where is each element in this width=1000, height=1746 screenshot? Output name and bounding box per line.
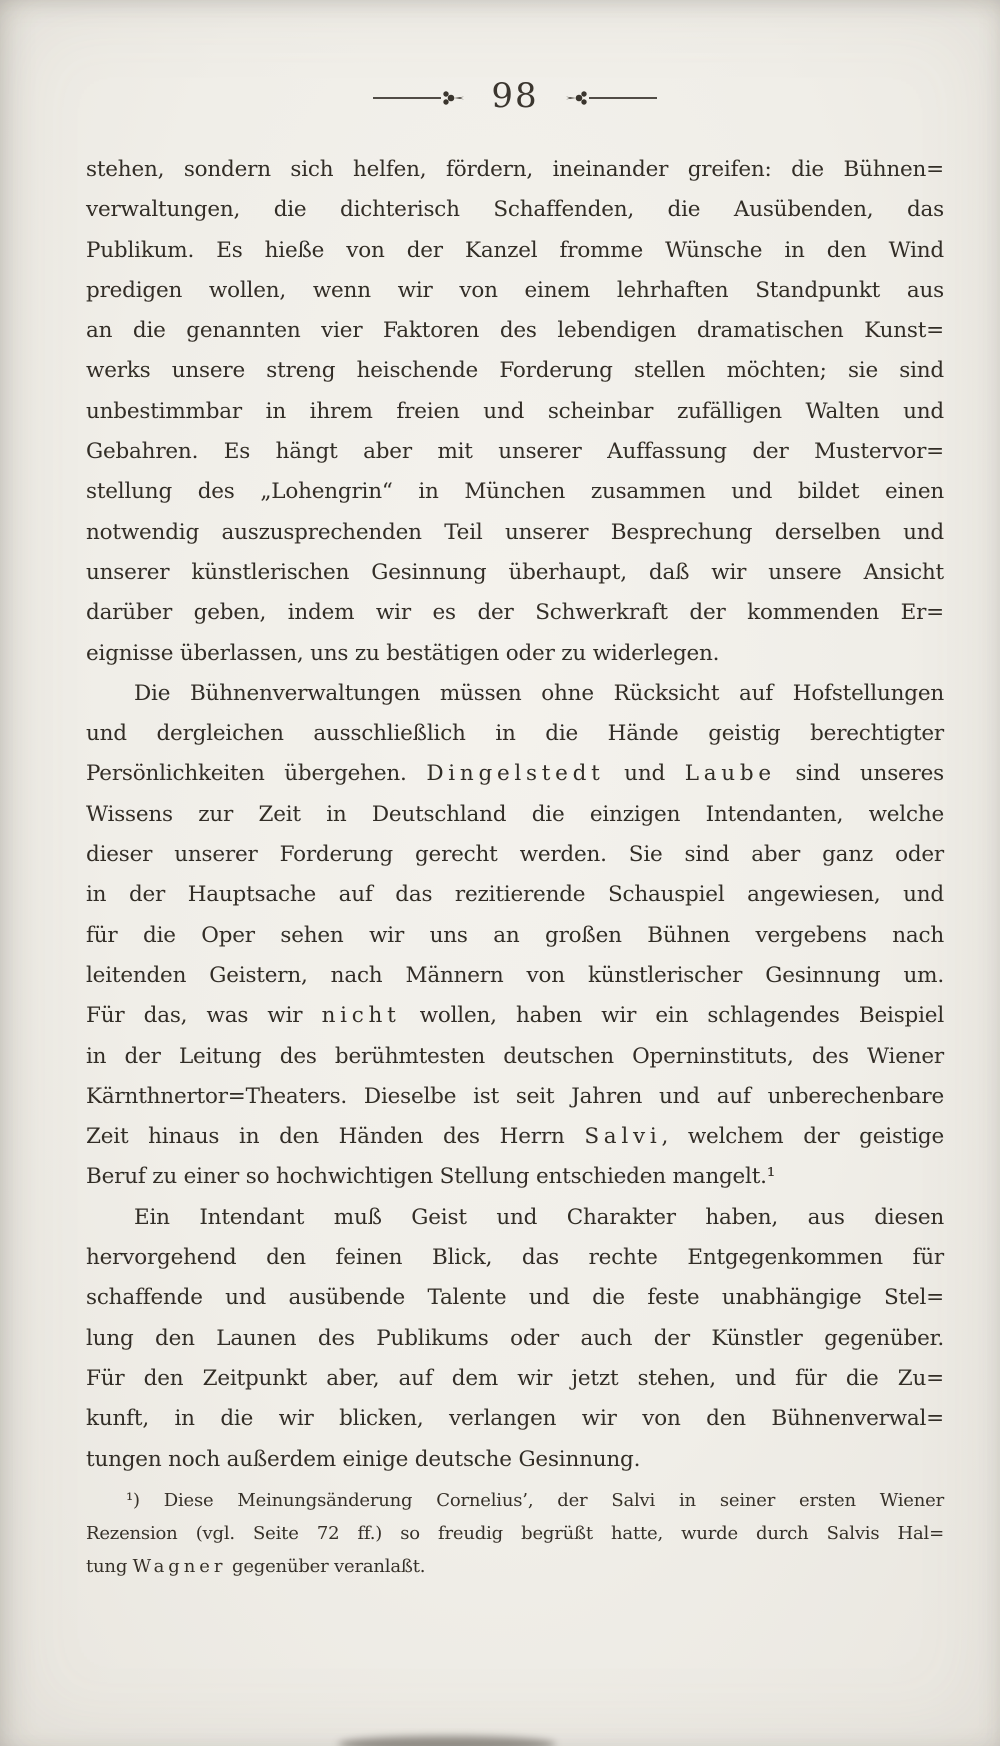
text-line: eignisse überlassen, uns zu bestätigen oder zu widerlegen. [86,640,720,666]
text-line: Für den Zeitpunkt aber, auf dem wir jetzt stehen, und für die Zu= [86,1365,944,1391]
dash-trefoil-ornament-left-icon [371,89,467,107]
text-line: und dergleichen ausschließlich in die Hände geistig berechtigter [86,721,944,747]
text-line: schaffende und ausübende Talente und die feste unabhängige Stel= [86,1285,944,1311]
text-line: kunft, in die wir blicken, verlangen wir von den Bühnenverwal= [86,1406,944,1432]
text-line: notwendig auszusprechenden Teil unserer Besprechung derselben und [86,519,944,545]
letterspaced-word: Laube [684,761,776,787]
text-line: darüber geben, indem wir es der Schwerkraft der kommenden Er= [86,600,944,626]
paragraph [86,1198,944,1480]
main-text [86,150,944,1480]
text-segment: gegenüber veranlaßt. [226,1556,426,1577]
text-line [86,1117,944,1157]
page-number: 98 [491,76,539,116]
text-line: leitenden Geistern, nach Männern von künstlerischer Gesinnung um. [86,962,944,988]
text-line: Ein Intendant muß Geist und Charakter haben, aus diesen [134,1204,944,1230]
text-line [86,754,944,794]
paragraph [86,674,944,1198]
text-line: an die genannten vier Faktoren des lebendigen dramatischen Kunst= [86,318,944,344]
text-segment: sind unseres [775,761,944,787]
text-line: unbestimmbar in ihrem freien und scheinbar zufälligen Walten und [86,398,944,424]
text-line: Beruf zu einer so hochwichtigen Stellung entschieden mangelt.¹ [86,1164,776,1190]
footnote [86,1484,944,1583]
text-segment: Für das, was wir [86,1003,322,1029]
text-line: verwaltungen, die dichterisch Schaffenden, die Ausübenden, das [86,197,944,223]
text-segment: wollen, haben wir ein schlagendes Beispiel [400,1003,944,1029]
text-line [86,1550,944,1583]
text-line: predigen wollen, wenn wir von einem lehrhaften Standpunkt aus [86,277,944,303]
text-line: Die Bühnenverwaltungen müssen ohne Rücksicht auf Hofstellungen [134,680,944,706]
text-segment: , welchem der geistige [661,1124,944,1150]
text-line: für die Oper sehen wir uns an großen Bühnen vergebens nach [86,922,944,948]
text-line: stehen, sondern sich helfen, fördern, ineinander greifen: die Bühnen= [86,157,944,182]
text-line: Publikum. Es hieße von der Kanzel fromme Wünsche in den Wind [86,237,944,263]
text-line: dieser unserer Forderung gerecht werden. Sie sind aber ganz oder [86,842,944,868]
text-line: in der Hauptsache auf das rezitierende Schauspiel angewiesen, und [86,882,944,908]
letterspaced-word: Wagner [132,1556,227,1577]
letterspaced-word: Dingelstedt [426,761,605,787]
text-line: tungen noch außerdem einige deutsche Gesinnung. [86,1446,641,1472]
letterspaced-word: Salvi [584,1124,662,1150]
text-line: in der Leitung des berühmtesten deutschen Operninstituts, des Wiener [86,1043,944,1069]
text-line: Gebahren. Es hängt aber mit unserer Auffassung der Mustervor= [86,439,944,465]
page-header [86,76,944,120]
text-segment: Persönlichkeiten übergehen. [86,761,427,787]
trefoil-dash-ornament-right-icon [563,89,659,107]
text-segment: tung [86,1556,133,1577]
text-line: Kärnthnertor=Theaters. Dieselbe ist seit Jahren und auf unberechenbare [86,1083,944,1109]
text-line: werks unsere streng heischende Forderung stellen möchten; sie sind [86,358,944,384]
text-segment: und [604,761,685,787]
text-line: hervorgehend den feinen Blick, das rechte Entgegenkommen für [86,1245,944,1271]
text-line: Wissens zur Zeit in Deutschland die einzigen Intendanten, welche [86,801,944,827]
text-line: ¹) Diese Meinungsänderung Cornelius’, der Salvi in seiner ersten Wiener [126,1490,944,1511]
text-line [86,996,944,1036]
text-line: stellung des „Lohengrin“ in München zusammen und bildet einen [86,479,944,505]
text-segment: Zeit hinaus in den Händen des Herrn [86,1124,585,1150]
text-line: Rezension (vgl. Seite 72 ff.) so freudig begrüßt hatte, wurde durch Salvis Hal= [86,1523,944,1544]
scan-smudge-artifact [338,1736,556,1746]
letterspaced-word: nicht [321,1003,401,1029]
paragraph [86,150,944,674]
text-line: lung den Launen des Publikums oder auch der Künstler gegenüber. [86,1325,944,1351]
text-line: unserer künstlerischen Gesinnung überhaupt, daß wir unsere Ansicht [86,559,944,585]
